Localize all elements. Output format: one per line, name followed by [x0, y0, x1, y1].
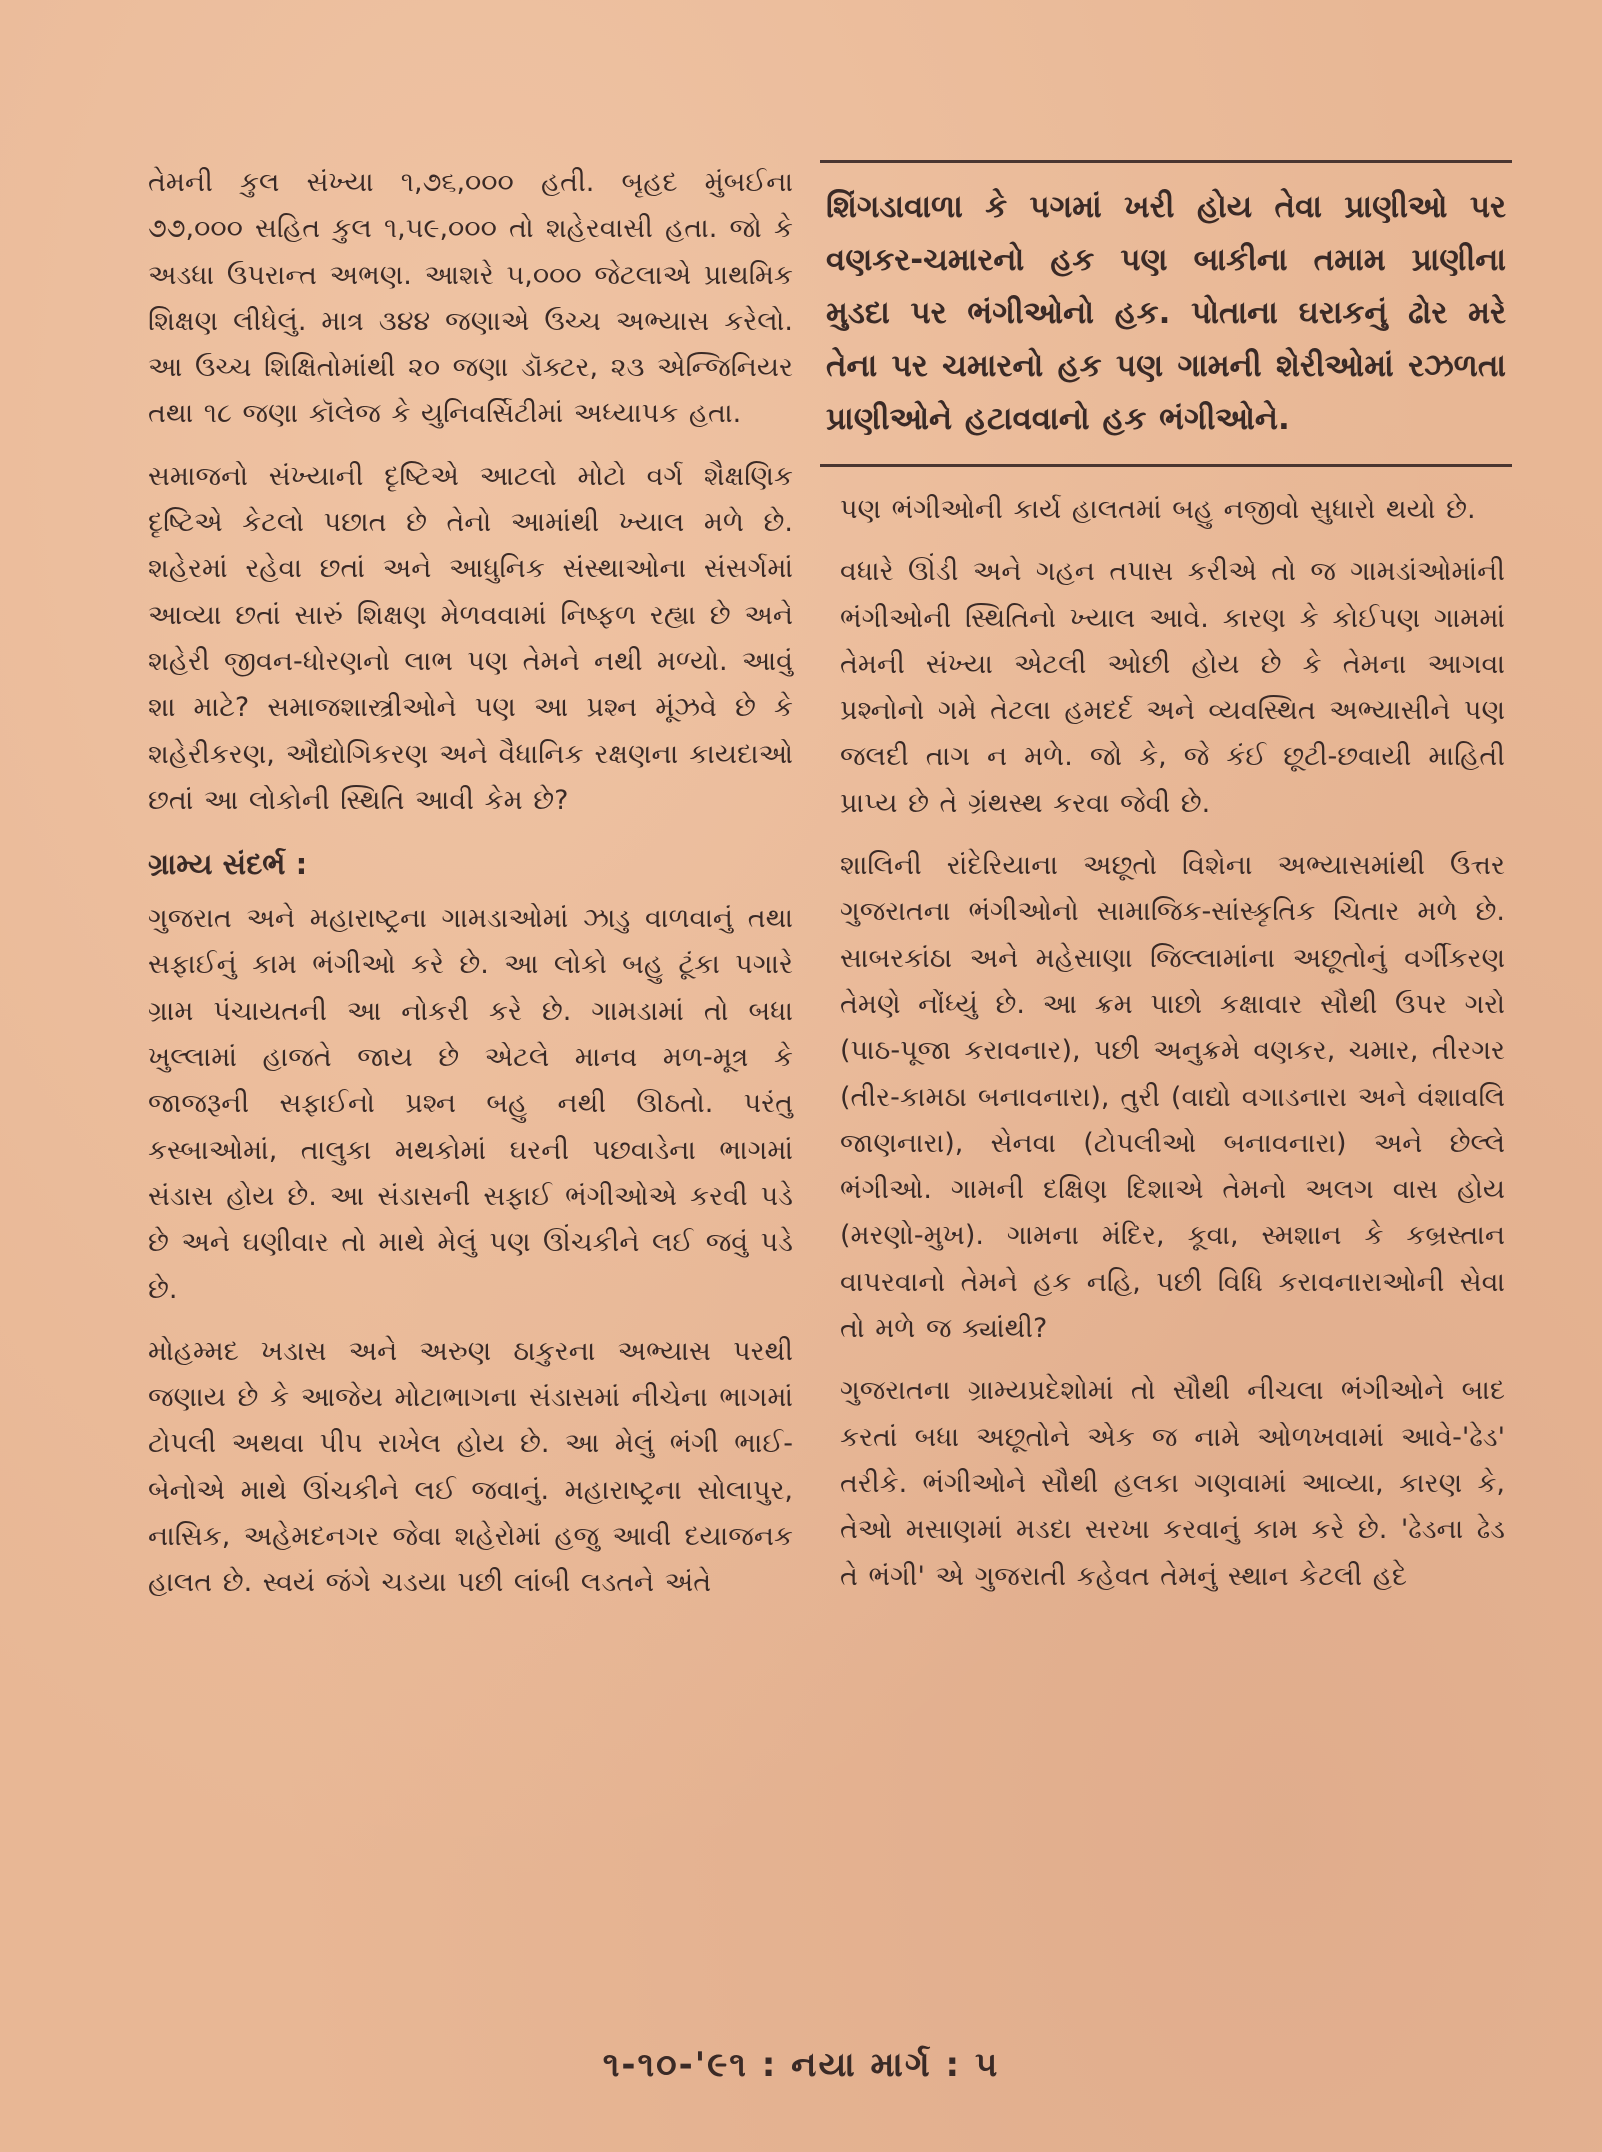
left-column — [148, 160, 793, 1623]
paragraph: તેમની કુલ સંખ્યા ૧,૭૬,૦૦૦ હતી. બૃહદ મુંબઈના ૭૭,૦૦૦ સહિત કુલ ૧,૫૯,૦૦૦ તો શહેરવાસી હતા. જો કે અડધા ઉપરાન્ત અભણ. આશરે ૫,૦૦૦ જેટલાએ પ્રાથમિક શિક્ષણ લીધેલું. માત્ર ૩૪૪ જણાએ ઉચ્ચ અભ્યાસ કરેલો. આ ઉચ્ચ શિક્ષિતોમાંથી ૨૦ જણા ડૉક્ટર, ૨૩ એન્જિનિયર તથા ૧૮ જણા કૉલેજ કે યુનિવર્સિટીમાં અધ્યાપક હતા. — [148, 167, 793, 430]
paragraph: મોહમ્મદ ખડાસ અને અરુણ ઠાકુરના અભ્યાસ પરથી જણાય છે કે આજેય મોટાભાગના સંડાસમાં નીચેના ભાગમાં ટોપલી અથવા પીપ રાખેલ હોય છે. આ મેલું ભંગી ભાઈ-બેનોએ માથે ઊંચકીને લઈ જવાનું. મહારાષ્ટ્રના સોલાપુર, નાસિક, અહેમદનગર જેવા શહેરોમાં હજુ આવી દયાજનક હાલત છે. સ્વયં જંગે ચડયા પછી લાંબી લડતને અંતે — [148, 1335, 793, 1599]
pull-quote: શિંગડાવાળા કે પગમાં ખરી હોય તેવા પ્રાણીઓ પર વણકર-ચમારનો હક પણ બાકીના તમામ પ્રાણીના મુડદા પર ભંગીઓનો હક. પોતાના ઘરાકનું ઢોર મરે તેના પર ચમારનો હક પણ ગામની શેરીઓમાં રઝળતા પ્રાણીઓને હટાવવાનો હક ભંગીઓને. — [826, 189, 1506, 437]
paragraph: શાલિની રાંદેરિયાના અછૂતો વિશેના અભ્યાસમાંથી ઉત્તર ગુજરાતના ભંગીઓનો સામાજિક-સાંસ્કૃતિક ચિતાર મળે છે. સાબરકાંઠા અને મહેસાણા જિલ્લામાંના અછૂતોનું વર્ગીકરણ તેમણે નોંધ્યું છે. આ ક્રમ પાછો કક્ષાવાર સૌથી ઉપર ગરો (પાઠ-પૂજા કરાવનાર), પછી અનુક્રમે વણકર, ચમાર, તીરગર (તીર-કામઠા બનાવનારા), તુરી (વાદ્યો વગાડનારા અને વંશાવલિ જાણનારા), સેનવા (ટોપલીઓ બનાવનારા) અને છેલ્લે ભંગીઓ. ગામની દક્ષિણ દિશાએ તેમનો અલગ વાસ હોય (મરણો-મુખ). ગામના મંદિર, કૂવા, સ્મશાન કે કબ્રસ્તાન વાપરવાનો તેમને હક નહિ, પછી વિધિ કરાવનારાઓની સેવા તો મળે જ ક્યાંથી? — [840, 850, 1505, 1345]
paragraph: વધારે ઊંડી અને ગહન તપાસ કરીએ તો જ ગામડાંઓમાંની ભંગીઓની સ્થિતિનો ખ્યાલ આવે. કારણ કે કોઈપણ ગામમાં તેમની સંખ્યા એટલી ઓછી હોય છે કે તેમના આગવા પ્રશ્નોનો ગમે તેટલા હમદર્દ અને વ્યવસ્થિત અભ્યાસીને પણ જલદી તાગ ન મળે. જો કે, જે કંઈ છૂટી-છવાયી માહિતી પ્રાપ્ય છે તે ગ્રંથસ્થ કરવા જેવી છે. — [840, 556, 1505, 819]
right-column — [826, 160, 1506, 1616]
section-heading: ગ્રામ્ય સંદર્ભ : — [148, 847, 308, 882]
paragraph: ગુજરાતના ગ્રામ્યપ્રદેશોમાં તો સૌથી નીચલા ભંગીઓને બાદ કરતાં બધા અછૂતોને એક જ નામે ઓળખવામાં આવે-'ઢેડ' તરીકે. ભંગીઓને સૌથી હલકા ગણવામાં આવ્યા, કારણ કે, તેઓ મસાણમાં મડદા સરખા કરવાનું કામ કરે છે. 'ઢેડના ઢેડ તે ભંગી' એ ગુજરાતી કહેવત તેમનું સ્થાન કેટલી હદે — [840, 1375, 1505, 1592]
page-footer: ૧-૧૦-'૯૧ : નયા માર્ગ : ૫ — [602, 2045, 1000, 2085]
paragraph: સમાજનો સંખ્યાની દૃષ્ટિએ આટલો મોટો વર્ગ શૈક્ષણિક દૃષ્ટિએ કેટલો પછાત છે તેનો આમાંથી ખ્યાલ મળે છે. શહેરમાં રહેવા છતાં અને આધુનિક સંસ્થાઓના સંસર્ગમાં આવ્યા છતાં સારું શિક્ષણ મેળવવામાં નિષ્ફળ રહ્યા છે અને શહેરી જીવન-ધોરણનો લાભ પણ તેમને નથી મળ્યો. આવું શા માટે? સમાજશાસ્ત્રીઓને પણ આ પ્રશ્ન મૂંઝવે છે કે શહેરીકરણ, ઔદ્યોગિકરણ અને વૈધાનિક રક્ષણના કાયદાઓ છતાં આ લોકોની સ્થિતિ આવી કેમ છે? — [148, 460, 793, 816]
paragraph: પણ ભંગીઓની કાર્ય હાલતમાં બહુ નજીવો સુધારો થયો છે. — [840, 494, 1476, 525]
paragraph: ગુજરાત અને મહારાષ્ટ્રના ગામડાઓમાં ઝાડુ વાળવાનું તથા સફાઈનું કામ ભંગીઓ કરે છે. આ લોકો બહુ ટૂંકા પગારે ગ્રામ પંચાયતની આ નોકરી કરે છે. ગામડામાં તો બધા ખુલ્લામાં હાજતે જાય છે એટલે માનવ મળ-મૂત્ર કે જાજરૂની સફાઈનો પ્રશ્ન બહુ નથી ઊઠતો. પરંતુ કસ્બાઓમાં, તાલુકા મથકોમાં ઘરની પછવાડેના ભાગમાં સંડાસ હોય છે. આ સંડાસની સફાઈ ભંગીઓએ કરવી પડે છે અને ઘણીવાર તો માથે મેલું પણ ઊંચકીને લઈ જવું પડે છે. — [148, 903, 793, 1305]
pull-quote-box — [820, 160, 1512, 467]
